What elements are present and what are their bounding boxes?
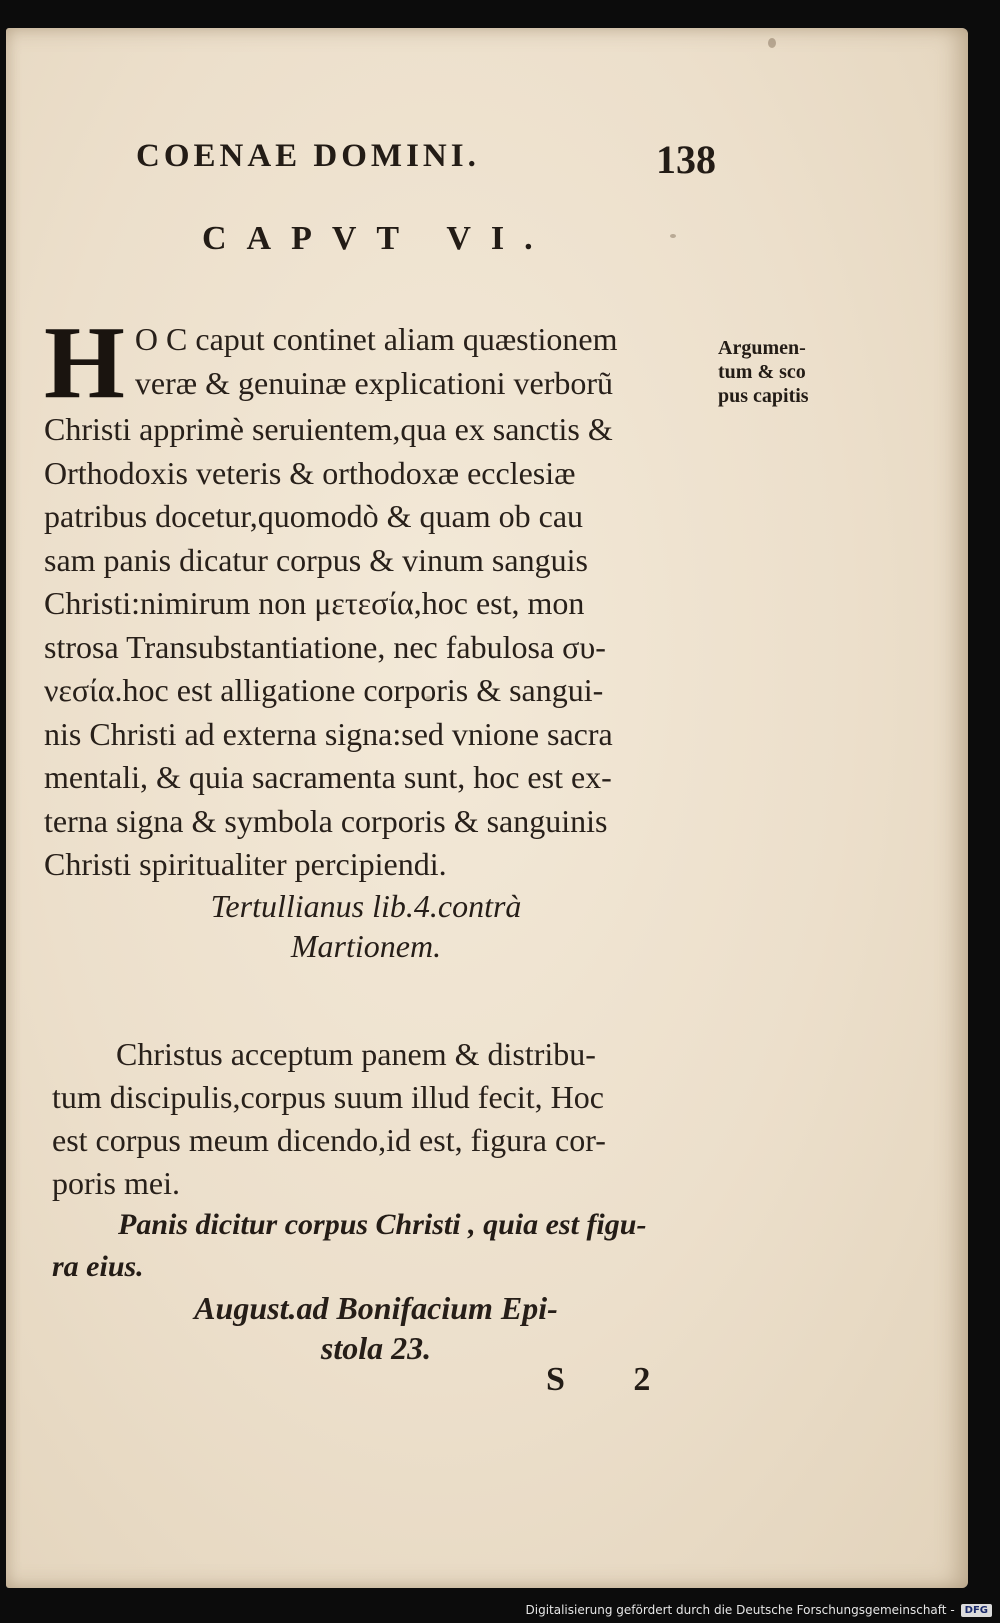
marginal-note-line: tum & sco xyxy=(718,361,806,383)
drop-capital: H xyxy=(44,305,125,420)
page-number: 138 xyxy=(656,137,716,182)
marginal-note-line: Argumen- xyxy=(718,337,806,359)
text-line: sam panis dicatur corpus & vinum sanguis xyxy=(44,541,588,578)
text-line: poris mei. xyxy=(52,1165,180,1201)
citation-line: Tertullianus lib.4.contrà xyxy=(210,888,522,924)
text-line: mentali, & quia sacramenta sunt, hoc est ex- xyxy=(44,759,612,795)
text-line: strosa Transubstantiatione, nec fabulosa συ- xyxy=(44,628,606,665)
dfg-logo: DFG xyxy=(961,1604,992,1617)
running-head-title: COENAE DOMINI. xyxy=(136,138,480,174)
italic-sentence xyxy=(52,1204,732,1288)
citation-heading-augustine xyxy=(156,1288,596,1368)
text-line: Orthodoxis veteris & orthodoxæ ecclesiæ xyxy=(44,454,576,491)
text-line: veræ & genuinæ explicationi verborũ xyxy=(134,364,614,401)
text-line: O C caput continet aliam quæstionem xyxy=(134,321,618,357)
text-line: ra eius. xyxy=(52,1250,144,1283)
marginal-note-line: pus capitis xyxy=(718,385,809,407)
text-line: nis Christi ad externa signa:sed vnione sacra xyxy=(44,715,613,752)
quotation xyxy=(52,1033,732,1205)
citation-line: stola 23. xyxy=(320,1330,432,1366)
chapter-title: CAPVT VI. xyxy=(202,220,553,257)
citation-heading-tertullian xyxy=(156,886,576,966)
text-line: tum discipulis,corpus suum illud fecit, Hoc xyxy=(52,1079,604,1115)
main-paragraph xyxy=(44,305,734,887)
text-line: patribus docetur,quomodò & quam ob cau xyxy=(44,498,584,534)
text-line: Christi spiritualiter percipiendi. xyxy=(44,846,447,882)
ink-spot xyxy=(768,38,776,48)
book-page xyxy=(6,28,968,1588)
text-line: νεσία.hoc est alligatione corporis & sangui- xyxy=(44,672,604,708)
text-line: Christi apprimè seruientem,qua ex sanctis & xyxy=(44,411,613,447)
footer-credit xyxy=(526,1603,993,1617)
footer-text: Digitalisierung gefördert durch die Deutsche Forschungsgemeinschaft - xyxy=(525,1603,955,1617)
text-line: terna signa & symbola corporis & sanguinis xyxy=(44,802,608,839)
marginal-note xyxy=(718,336,868,408)
signature-mark: S 2 xyxy=(546,1361,681,1398)
ink-spot xyxy=(670,234,676,238)
text-line: Panis dicitur corpus Christi , quia est figu- xyxy=(118,1208,647,1241)
text-line: Christi:nimirum non μετεσία,hoc est, mon xyxy=(44,585,585,621)
citation-line: August.ad Bonifacium Epi- xyxy=(194,1290,558,1326)
citation-line: Martionem. xyxy=(290,928,442,964)
text-line: Christus acceptum panem & distribu- xyxy=(116,1036,596,1072)
text-line: est corpus meum dicendo,id est, figura cor- xyxy=(52,1122,606,1158)
